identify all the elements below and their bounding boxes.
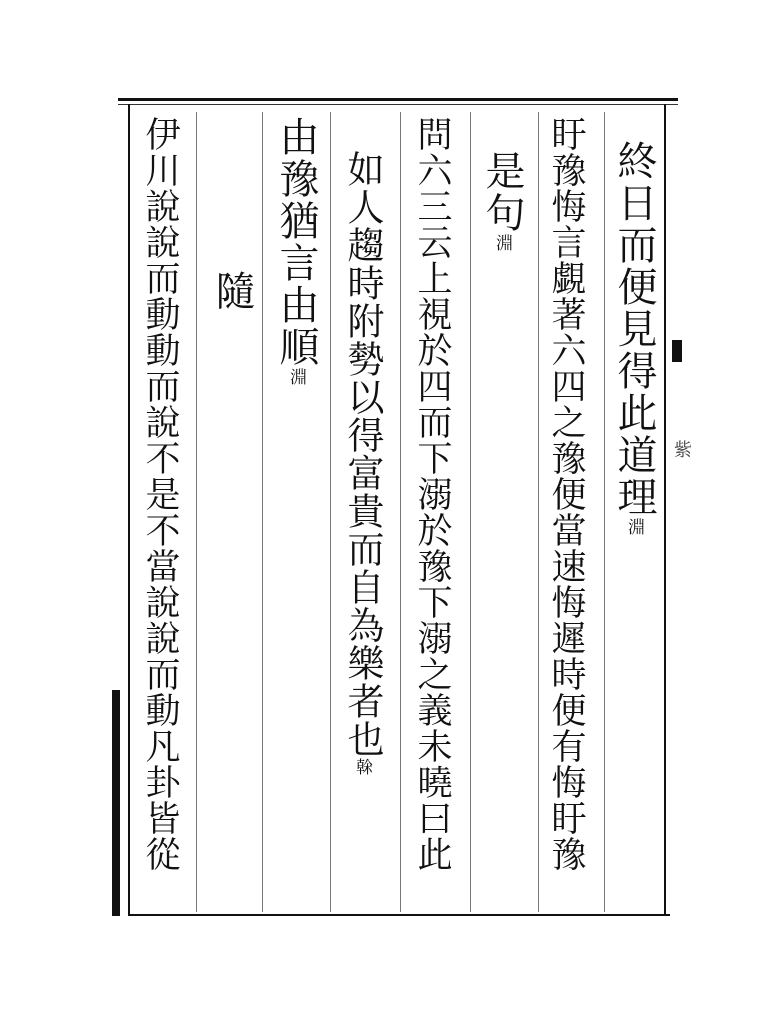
column-separator [262, 112, 263, 912]
column-text: 伊川說說而動動而說不是不當說說而動凡卦皆從 [140, 116, 180, 872]
column-annotation: 淵 [286, 368, 306, 385]
frame-bottom-rule [130, 914, 670, 916]
column-separator [330, 112, 331, 912]
column-text: 盱豫悔言覷著六四之豫便當速悔遲時便有悔盱豫 [546, 116, 586, 872]
frame-top-rule [118, 98, 678, 101]
text-column-2 [546, 116, 586, 872]
text-column-8 [140, 116, 180, 872]
text-column-4 [412, 116, 452, 872]
text-column-6 [273, 116, 319, 385]
fold-fishtail-mark [672, 340, 682, 362]
column-separator [470, 112, 471, 912]
column-text: 由豫猶言由順 [273, 116, 319, 368]
text-column-1 [611, 140, 657, 535]
column-annotation: 淵 [624, 518, 644, 535]
column-text: 問六三云上視於四而下溺於豫下溺之義未曉曰此 [412, 116, 452, 872]
fold-strip [668, 98, 682, 916]
column-annotation: 淵 [492, 234, 512, 251]
column-annotation: 榦 [352, 758, 372, 775]
column-separator [196, 112, 197, 912]
column-separator [604, 112, 605, 912]
margin-fragment: 紫 [671, 440, 692, 460]
frame-left-rule [128, 104, 130, 916]
column-text: 如人趨時附勢以得富貴而自為樂者也 [341, 150, 384, 758]
column-separator [538, 112, 539, 912]
column-text: 隨 [209, 270, 255, 312]
binding-edge-mark [112, 690, 120, 916]
column-separator [400, 112, 401, 912]
frame-top-inner-rule [118, 104, 678, 105]
text-column-5 [341, 150, 384, 775]
column-text: 是句 [479, 150, 525, 234]
text-column-3 [479, 150, 525, 251]
column-text: 終日而便見得此道理 [611, 140, 657, 518]
section-heading-sui [209, 270, 255, 312]
frame-right-rule [664, 104, 666, 916]
